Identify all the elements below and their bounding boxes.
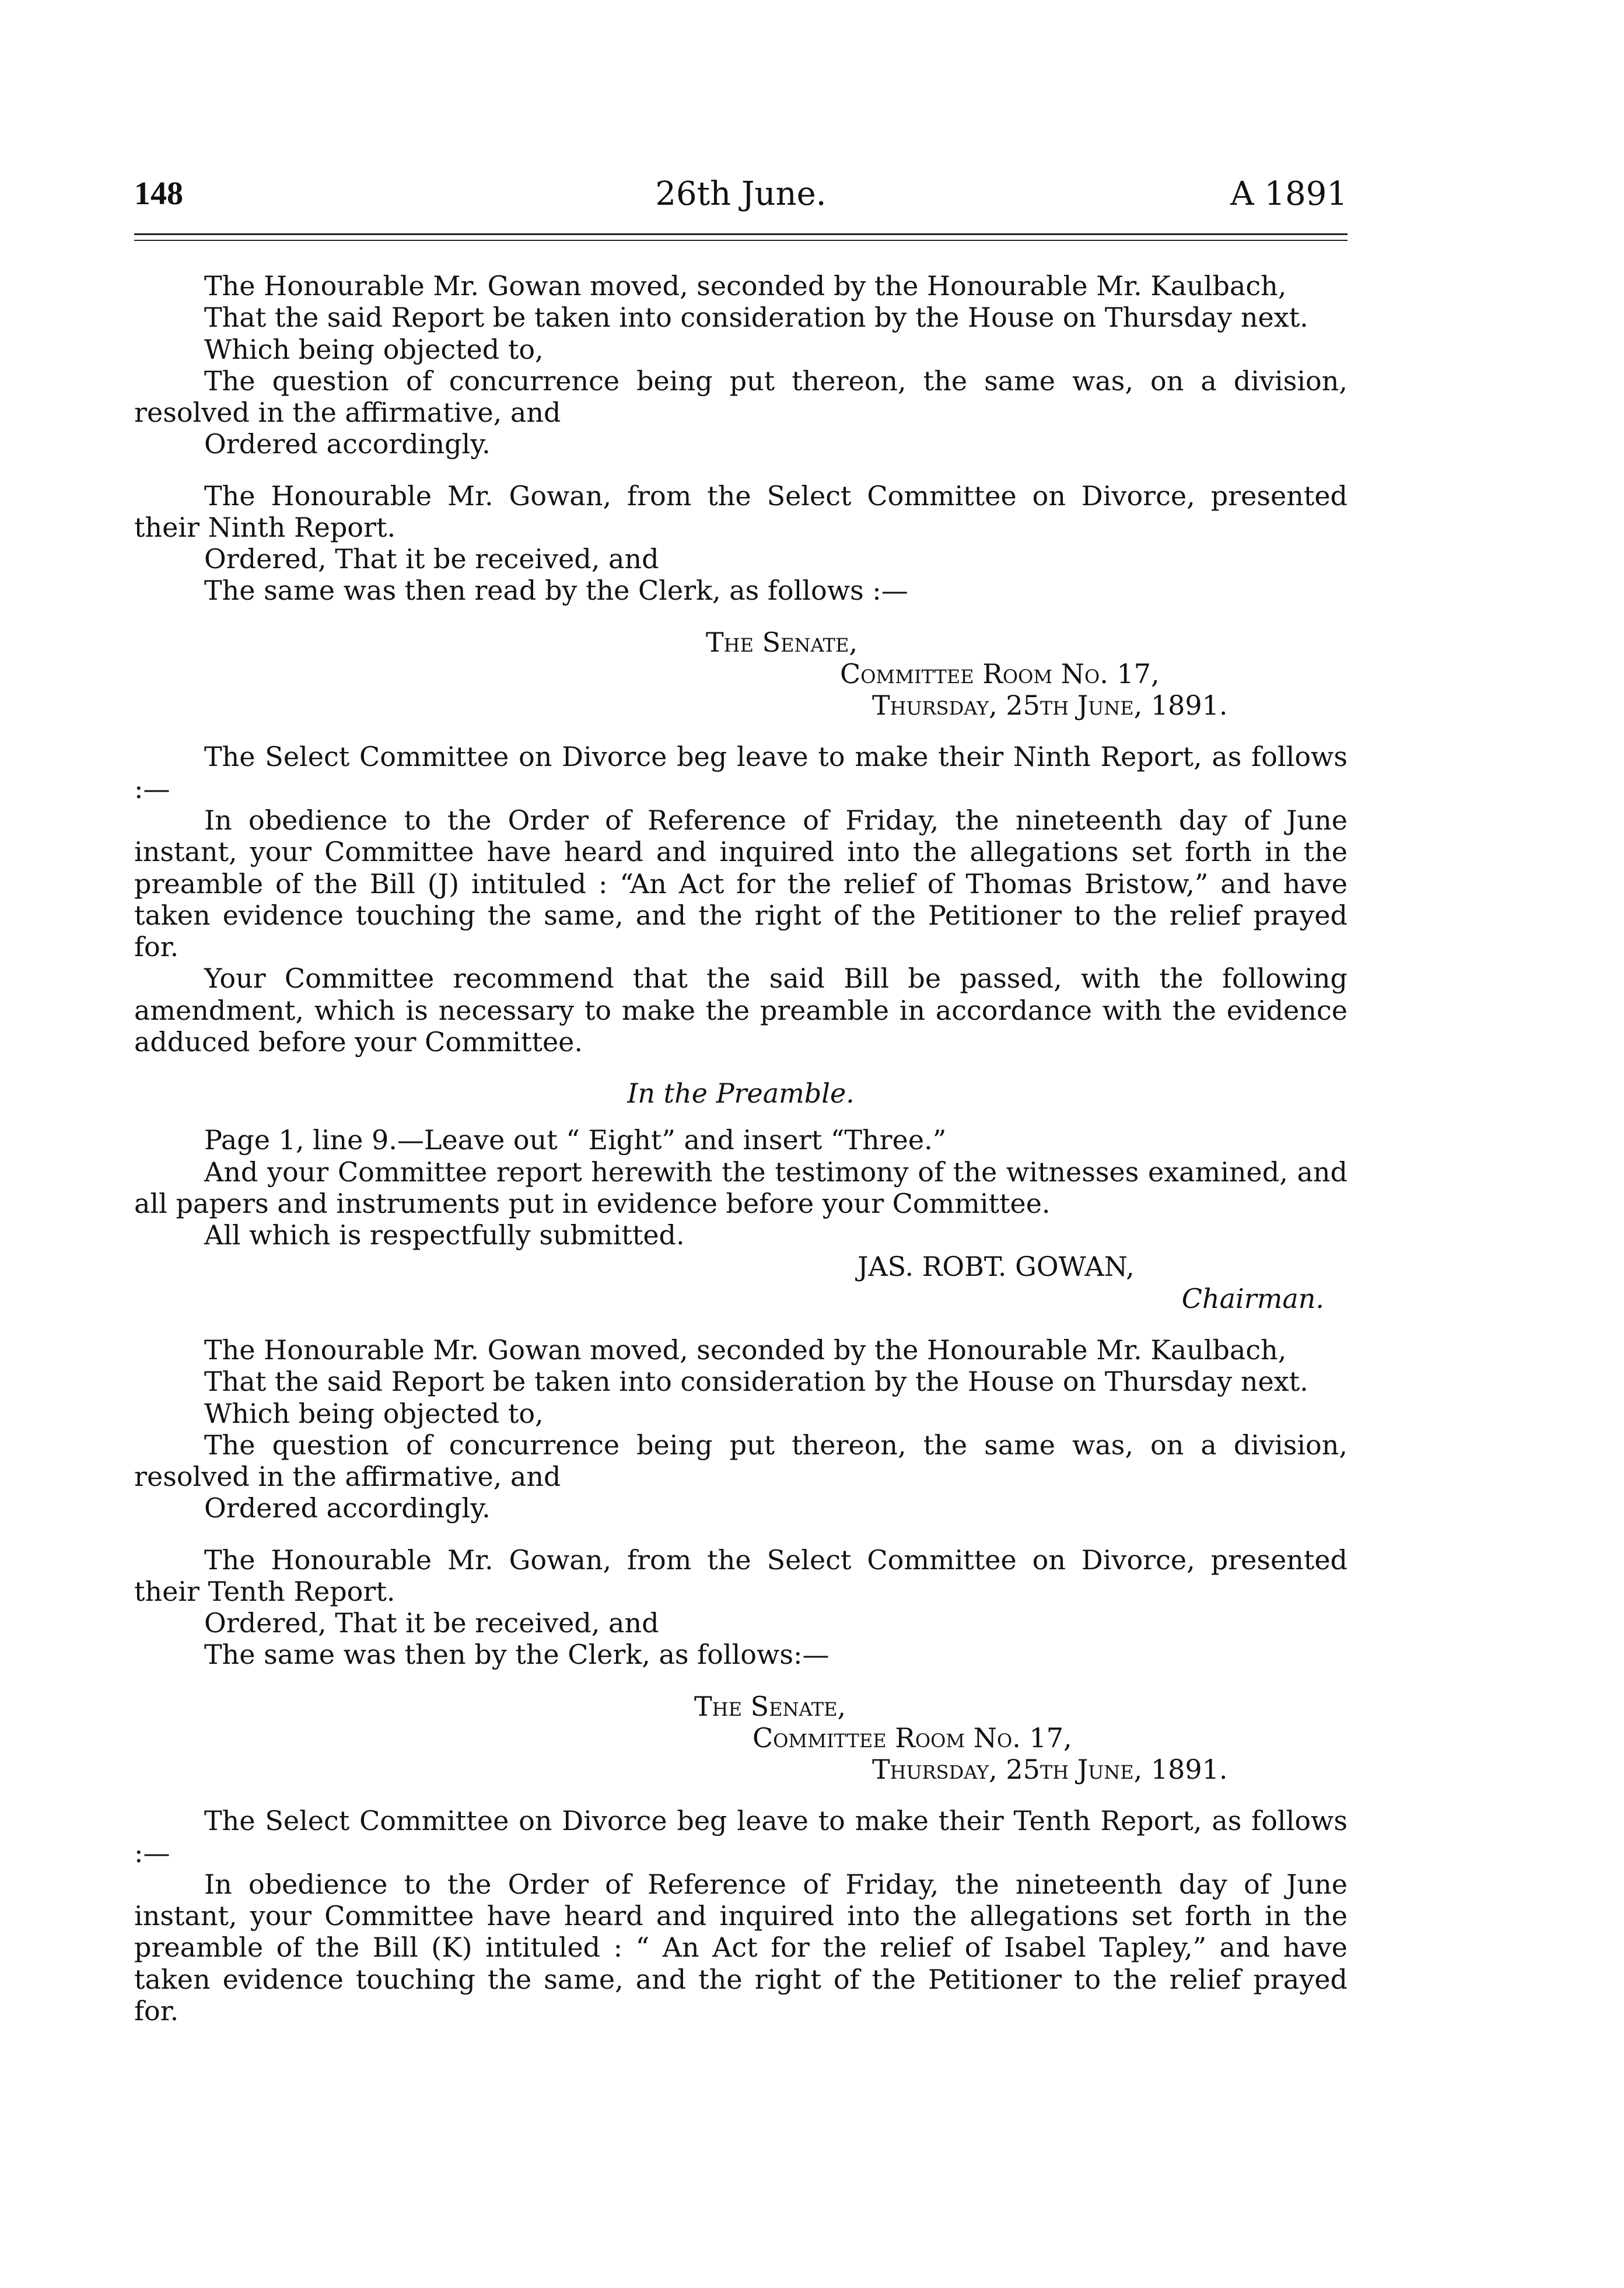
report-presented: The Honourable Mr. Gowan, from the Select Committee on Divorce, presented their Ninth Report. xyxy=(134,480,1348,543)
question-put: The question of concurrence being put thereon, the same was, on a division, resolved in the affirmative, and xyxy=(134,365,1348,429)
amendment-line: Page 1, line 9.—Leave out “ Eight” and insert “Three.” xyxy=(204,1124,947,1156)
signatory-title: Chairman. xyxy=(1181,1282,1324,1314)
report-heading-senate-2: The Senate, xyxy=(694,1690,846,1722)
report-received: Ordered, That it be received, and xyxy=(204,543,659,575)
report-heading-room-2: Committee Room No. 17, xyxy=(752,1722,1072,1754)
motion-paragraph: The Honourable Mr. Gowan moved, seconded by the Honourable Mr. Kaulbach, xyxy=(204,270,1287,302)
report-intro: The Select Committee on Divorce beg leave to make their Ninth Report, as follows :— xyxy=(134,741,1348,804)
page-number: 148 xyxy=(134,176,183,212)
objection-2: Which being objected to, xyxy=(204,1397,544,1429)
motion-that-2: That the said Report be taken into consideration by the House on Thursday next. xyxy=(204,1366,1308,1398)
report-read: The same was then read by the Clerk, as follows :— xyxy=(204,575,908,607)
report-heading-date: Thursday, 25th June, 1891. xyxy=(872,690,1228,722)
testimony-paragraph: And your Committee report herewith the testimony of the witnesses examined, and all papers and instruments put in evidence before your Committee. xyxy=(134,1156,1348,1219)
question-put-2: The question of concurrence being put thereon, the same was, on a division, resolved in the affirmative, and xyxy=(134,1429,1348,1493)
page-body xyxy=(134,270,1348,2027)
report-received-2: Ordered, That it be received, and xyxy=(204,1607,659,1639)
motion-paragraph-2: The Honourable Mr. Gowan moved, seconded by the Honourable Mr. Kaulbach, xyxy=(204,1334,1287,1366)
motion-that: That the said Report be taken into consideration by the House on Thursday next. xyxy=(204,302,1308,334)
page-year: A 1891 xyxy=(1230,175,1348,213)
report-heading-date-2: Thursday, 25th June, 1891. xyxy=(872,1754,1228,1786)
report-heading-senate: The Senate, xyxy=(706,626,858,658)
ordered-accordingly: Ordered accordingly. xyxy=(204,428,491,460)
report-intro-2: The Select Committee on Divorce beg leave to make their Tenth Report, as follows :— xyxy=(134,1805,1348,1869)
objection: Which being objected to, xyxy=(204,333,544,365)
page-date: 26th June. xyxy=(655,175,827,213)
signatory-name: JAS. ROBT. GOWAN, xyxy=(858,1251,1135,1283)
page-header xyxy=(134,169,1348,233)
journal-page xyxy=(134,169,1348,2027)
ordered-accordingly-2: Ordered accordingly. xyxy=(204,1492,491,1524)
report-read-2: The same was then by the Clerk, as follows:— xyxy=(204,1639,830,1671)
report-obedience-2: In obedience to the Order of Reference of Friday, the nineteenth day of June instant, your Committee have heard and inquired into the allegations set forth in the preamble of the Bill (K) intituled : “ An Act for the relief of Isabel Tapley,” and have taken evidence touching the same, and the right of the Petitioner to the relief prayed for. xyxy=(134,1868,1348,2027)
report-presented-2: The Honourable Mr. Gowan, from the Select Committee on Divorce, presented their Tenth Report. xyxy=(134,1544,1348,1607)
preamble-heading: In the Preamble. xyxy=(627,1077,855,1110)
report-recommendation: Your Committee recommend that the said Bill be passed, with the following amendment, which is necessary to make the preamble in accordance with the evidence adduced before your Committee. xyxy=(134,963,1348,1058)
report-heading-room: Committee Room No. 17, xyxy=(840,657,1160,690)
report-obedience: In obedience to the Order of Reference of Friday, the nineteenth day of June instant, your Committee have heard and inquired into the allegations set forth in the preamble of the Bill (J) intituled : “An Act for the relief of Thomas Bristow,” and have taken evidence touching the same, and the right of the Petitioner to the relief prayed for. xyxy=(134,804,1348,963)
header-rule xyxy=(134,233,1348,241)
submitted-line: All which is respectfully submitted. xyxy=(204,1219,685,1251)
